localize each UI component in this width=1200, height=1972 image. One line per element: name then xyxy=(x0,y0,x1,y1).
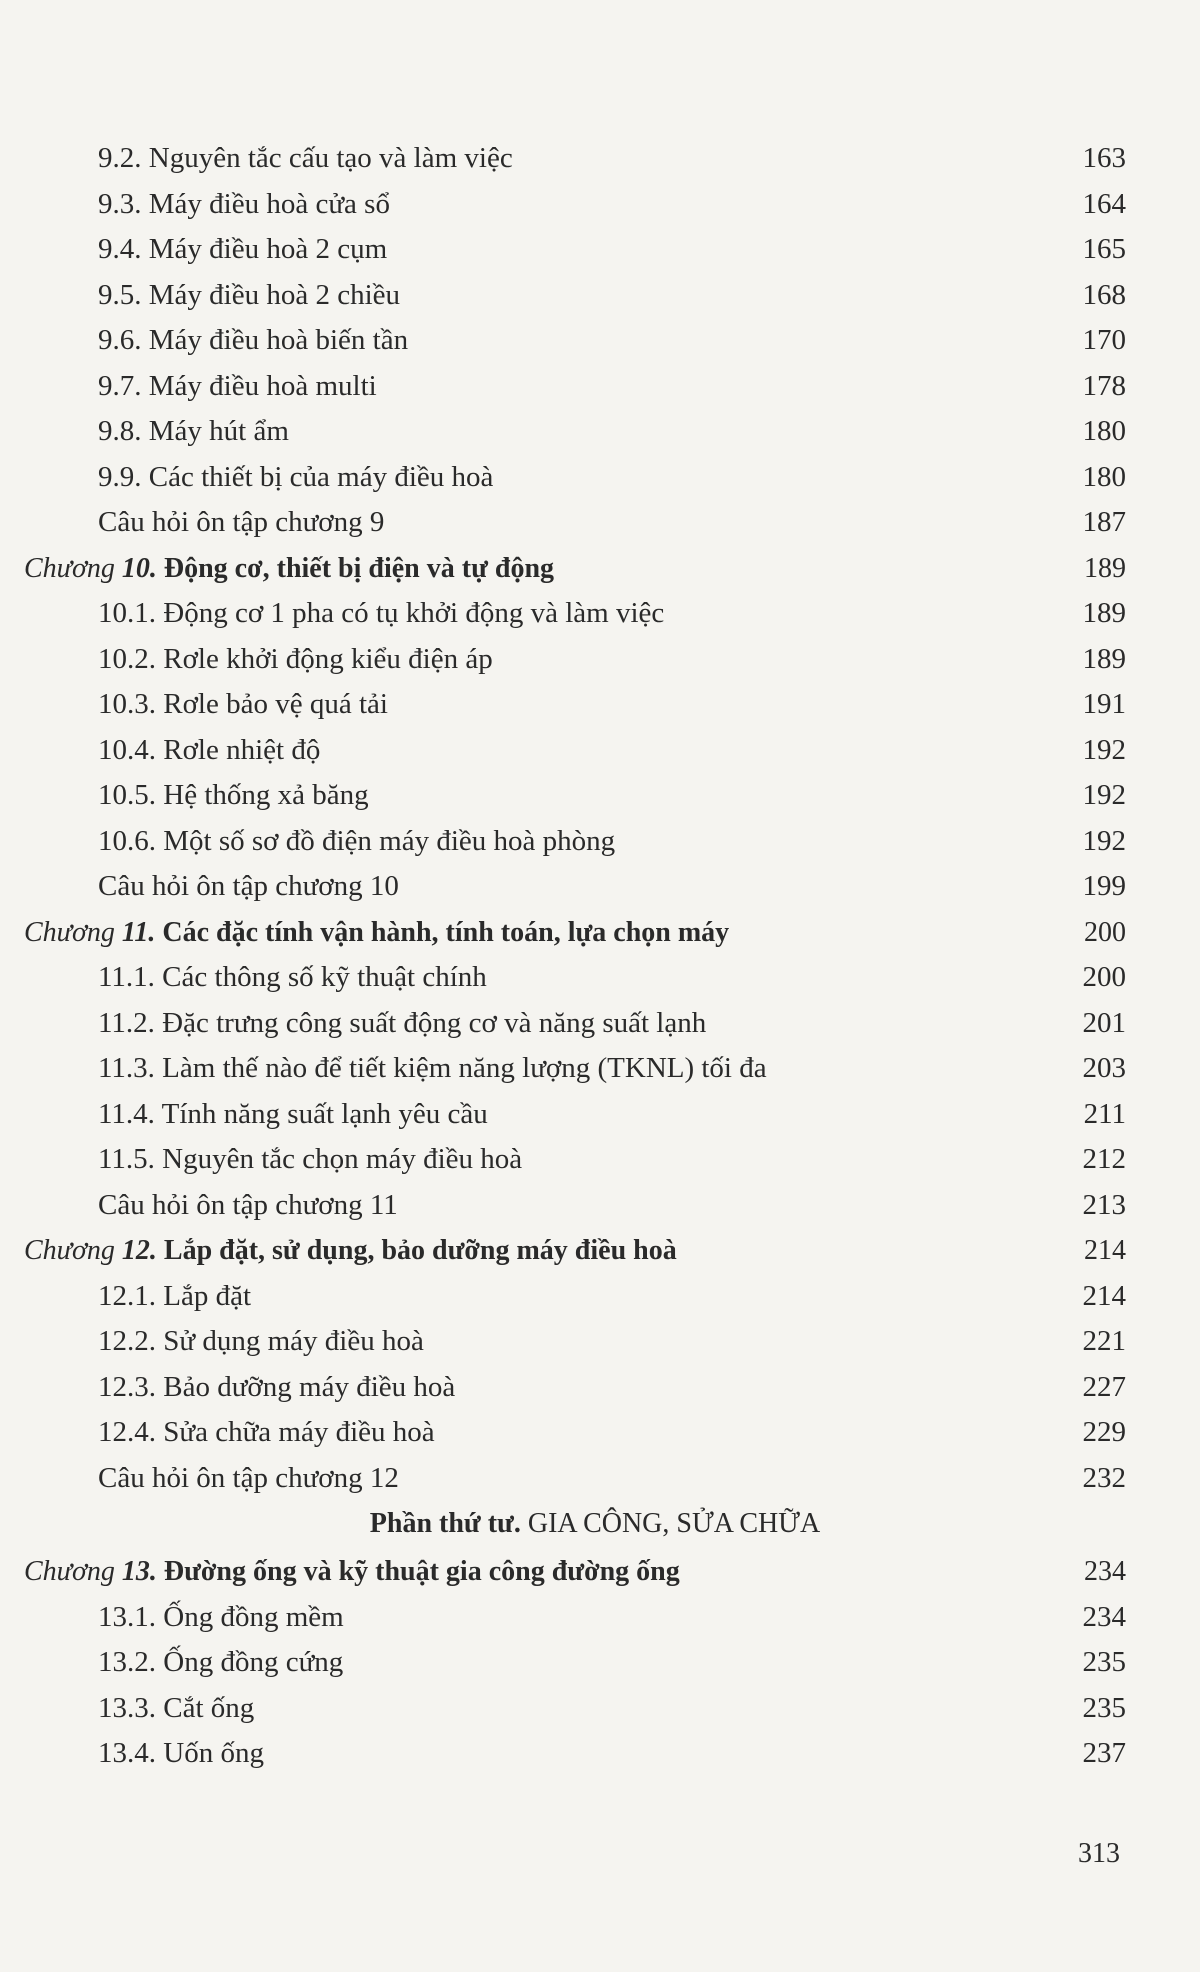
entry-page-number: 229 xyxy=(1082,1416,1126,1448)
entry-page-number: 235 xyxy=(1082,1691,1126,1724)
entry-page-number: 192 xyxy=(1082,779,1126,811)
entry-page-number: 237 xyxy=(1082,1737,1126,1769)
section-title: 11.4. Tính năng suất lạnh yêu cầu xyxy=(98,1097,488,1130)
chapter-number: 13. xyxy=(121,1556,157,1587)
toc-section-entry[interactable] xyxy=(24,1456,1126,1502)
section-title: 9.2. Nguyên tắc cấu tạo và làm việc xyxy=(98,142,513,174)
chapter-title: Lắp đặt, sử dụng, bảo dưỡng máy điều hoà xyxy=(163,1235,677,1266)
toc-section-entry[interactable] xyxy=(24,864,1126,910)
toc-section-entry[interactable] xyxy=(24,318,1126,364)
section-title: 10.1. Động cơ 1 pha có tụ khởi động và làm việc xyxy=(98,597,665,629)
toc-chapter-entry[interactable] xyxy=(24,546,1126,592)
chapter-label xyxy=(24,1228,677,1274)
entry-page-number: 180 xyxy=(1082,415,1126,447)
toc-section-entry[interactable] xyxy=(24,591,1126,637)
entry-page-number: 192 xyxy=(1082,824,1126,857)
chapter-title: Đường ống và kỹ thuật gia công đường ống xyxy=(163,1556,680,1587)
entry-page-number: 234 xyxy=(1082,1600,1126,1633)
toc-section-entry[interactable] xyxy=(24,1731,1126,1777)
chapter-number: 10. xyxy=(121,552,157,584)
toc-section-entry[interactable] xyxy=(24,227,1126,273)
entry-page-number: 192 xyxy=(1082,733,1126,766)
section-title: 13.3. Cắt ống xyxy=(98,1691,255,1724)
dot-leader xyxy=(267,1761,1067,1762)
chapter-prefix: Chương xyxy=(24,916,115,948)
entry-page-number: 165 xyxy=(1082,233,1126,265)
section-title: 11.5. Nguyên tắc chọn máy điều hoà xyxy=(98,1143,523,1175)
dot-leader xyxy=(491,1122,1067,1123)
entry-page-number: 200 xyxy=(1084,916,1126,948)
section-title: 11.1. Các thông số kỹ thuật chính xyxy=(98,961,487,993)
section-title: Câu hỏi ôn tập chương 12 xyxy=(98,1461,399,1494)
chapter-title: Động cơ, thiết bị điện và tự động xyxy=(163,552,555,584)
chapter-label xyxy=(24,546,554,592)
dot-leader xyxy=(254,1304,1067,1305)
dot-leader xyxy=(496,667,1067,668)
entry-page-number: 232 xyxy=(1082,1461,1126,1494)
dot-leader xyxy=(618,849,1067,850)
dot-leader xyxy=(401,1213,1067,1214)
toc-section-entry[interactable] xyxy=(24,773,1126,819)
entry-page-number: 203 xyxy=(1082,1052,1126,1084)
dot-leader xyxy=(380,394,1067,395)
section-title: 10.3. Rơle bảo vệ quá tải xyxy=(98,688,388,720)
part-heading xyxy=(24,1501,1126,1549)
part-heading-title: GIA CÔNG, SỬA CHỮA xyxy=(527,1508,821,1539)
section-title: 10.2. Rơle khởi động kiểu điện áp xyxy=(98,642,493,675)
toc-section-entry[interactable] xyxy=(24,273,1126,319)
dot-leader xyxy=(387,530,1067,531)
dot-leader xyxy=(411,348,1067,349)
toc-section-entry[interactable] xyxy=(24,364,1126,410)
toc-section-entry[interactable] xyxy=(24,1274,1126,1320)
section-title: Câu hỏi ôn tập chương 10 xyxy=(98,870,399,902)
chapter-prefix: Chương xyxy=(24,1556,115,1587)
chapter-label xyxy=(24,1549,680,1595)
dot-leader xyxy=(438,1440,1067,1441)
section-title: 10.6. Một số sơ đồ điện máy điều hoà phòng xyxy=(98,824,616,857)
entry-page-number: 199 xyxy=(1082,870,1126,902)
dot-leader xyxy=(557,576,1067,577)
dot-leader xyxy=(393,212,1067,213)
section-title: 12.2. Sử dụng máy điều hoà xyxy=(98,1325,424,1357)
entry-page-number: 170 xyxy=(1082,324,1126,356)
entry-page-number: 214 xyxy=(1084,1235,1126,1266)
entry-page-number: 187 xyxy=(1082,506,1126,538)
entry-page-number: 201 xyxy=(1082,1006,1126,1039)
entry-page-number: 221 xyxy=(1082,1325,1126,1357)
section-title: 9.9. Các thiết bị của máy điều hoà xyxy=(98,460,494,493)
section-title: 9.6. Máy điều hoà biến tần xyxy=(98,324,409,356)
entry-page-number: 189 xyxy=(1084,552,1126,584)
dot-leader xyxy=(496,485,1067,486)
entry-page-number: 211 xyxy=(1083,1097,1126,1130)
toc-section-entry[interactable] xyxy=(24,1092,1126,1138)
dot-leader xyxy=(516,166,1067,167)
dot-leader xyxy=(402,894,1067,895)
section-title: 11.2. Đặc trưng công suất động cơ và năng suất lạnh xyxy=(98,1006,707,1039)
toc-section-entry[interactable] xyxy=(24,1410,1126,1456)
entry-page-number: 163 xyxy=(1082,142,1126,174)
toc-chapter-entry[interactable] xyxy=(24,1549,1126,1595)
toc-section-entry[interactable] xyxy=(24,455,1126,501)
section-title: 9.3. Máy điều hoà cửa sổ xyxy=(98,187,390,220)
section-title: 10.5. Hệ thống xả băng xyxy=(98,779,369,811)
dot-leader xyxy=(257,1716,1067,1717)
section-title: 9.5. Máy điều hoà 2 chiều xyxy=(98,278,401,311)
section-title: 13.4. Uốn ống xyxy=(98,1737,264,1769)
chapter-number: 12. xyxy=(121,1235,157,1266)
entry-page-number: 212 xyxy=(1082,1143,1126,1175)
entry-page-number: 189 xyxy=(1082,642,1126,675)
toc-section-entry[interactable] xyxy=(24,136,1126,182)
entry-page-number: 200 xyxy=(1082,961,1126,993)
entry-page-number: 180 xyxy=(1082,460,1126,493)
chapter-label xyxy=(24,910,729,956)
chapter-title: Các đặc tính vận hành, tính toán, lựa chọn máy xyxy=(162,916,730,948)
toc-section-entry[interactable] xyxy=(24,682,1126,728)
dot-leader xyxy=(427,1349,1067,1350)
section-title: 9.7. Máy điều hoà multi xyxy=(98,369,377,402)
section-title: 9.8. Máy hút ẩm xyxy=(98,415,289,447)
entry-page-number: 214 xyxy=(1082,1279,1126,1312)
dot-leader xyxy=(391,712,1067,713)
dot-leader xyxy=(732,940,1067,941)
toc-section-entry[interactable] xyxy=(24,728,1126,774)
section-title: 12.3. Bảo dưỡng máy điều hoà xyxy=(98,1370,456,1403)
entry-page-number: 164 xyxy=(1082,187,1126,220)
entry-page-number: 213 xyxy=(1082,1188,1126,1221)
chapter-prefix: Chương xyxy=(24,552,115,584)
section-title: 10.4. Rơle nhiệt độ xyxy=(98,733,321,766)
toc-chapter-entry[interactable] xyxy=(24,1228,1126,1274)
chapter-prefix: Chương xyxy=(24,1235,115,1266)
entry-page-number: 178 xyxy=(1082,369,1126,402)
toc-chapter-entry[interactable] xyxy=(24,910,1126,956)
table-of-contents xyxy=(24,136,1126,1777)
dot-leader xyxy=(346,1670,1067,1671)
toc-section-entry[interactable] xyxy=(24,1686,1126,1732)
dot-leader xyxy=(390,257,1067,258)
dot-leader xyxy=(770,1076,1067,1077)
chapter-number: 11. xyxy=(121,916,156,948)
entry-page-number: 234 xyxy=(1084,1556,1126,1587)
section-title: Câu hỏi ôn tập chương 9 xyxy=(98,506,385,538)
dot-leader xyxy=(372,803,1067,804)
toc-section-entry[interactable] xyxy=(24,409,1126,455)
section-title: Câu hỏi ôn tập chương 11 xyxy=(98,1188,398,1221)
section-title: 9.4. Máy điều hoà 2 cụm xyxy=(98,233,388,265)
entry-page-number: 227 xyxy=(1082,1370,1126,1403)
dot-leader xyxy=(667,621,1067,622)
entry-page-number: 191 xyxy=(1082,688,1126,720)
dot-leader xyxy=(347,1625,1067,1626)
section-title: 13.1. Ống đồng mềm xyxy=(98,1600,344,1633)
toc-section-entry[interactable] xyxy=(24,1046,1126,1092)
toc-section-entry[interactable] xyxy=(24,1595,1126,1641)
dot-leader xyxy=(402,1486,1067,1487)
dot-leader xyxy=(525,1167,1067,1168)
toc-section-entry[interactable] xyxy=(24,1640,1126,1686)
dot-leader xyxy=(490,985,1067,986)
toc-section-entry[interactable] xyxy=(24,1183,1126,1229)
dot-leader xyxy=(458,1395,1067,1396)
part-heading-prefix: Phần thứ tư. xyxy=(369,1508,521,1539)
section-title: 12.1. Lắp đặt xyxy=(98,1279,252,1312)
toc-section-entry[interactable] xyxy=(24,1137,1126,1183)
toc-section-entry[interactable] xyxy=(24,182,1126,228)
toc-section-entry[interactable] xyxy=(24,637,1126,683)
entry-page-number: 235 xyxy=(1082,1646,1126,1678)
dot-leader xyxy=(323,758,1067,759)
section-title: 11.3. Làm thế nào để tiết kiệm năng lượng (TKNL) tối đa xyxy=(98,1052,767,1084)
entry-page-number: 168 xyxy=(1082,278,1126,311)
toc-section-entry[interactable] xyxy=(24,819,1126,865)
page-number: 313 xyxy=(1078,1838,1120,1869)
dot-leader xyxy=(403,303,1067,304)
toc-section-entry[interactable] xyxy=(24,500,1126,546)
dot-leader xyxy=(680,1258,1067,1259)
dot-leader xyxy=(709,1031,1067,1032)
entry-page-number: 189 xyxy=(1082,597,1126,629)
toc-section-entry[interactable] xyxy=(24,955,1126,1001)
dot-leader xyxy=(292,439,1067,440)
section-title: 13.2. Ống đồng cứng xyxy=(98,1646,344,1678)
toc-section-entry[interactable] xyxy=(24,1319,1126,1365)
toc-section-entry[interactable] xyxy=(24,1001,1126,1047)
toc-section-entry[interactable] xyxy=(24,1365,1126,1411)
section-title: 12.4. Sửa chữa máy điều hoà xyxy=(98,1416,435,1448)
dot-leader xyxy=(683,1579,1067,1580)
